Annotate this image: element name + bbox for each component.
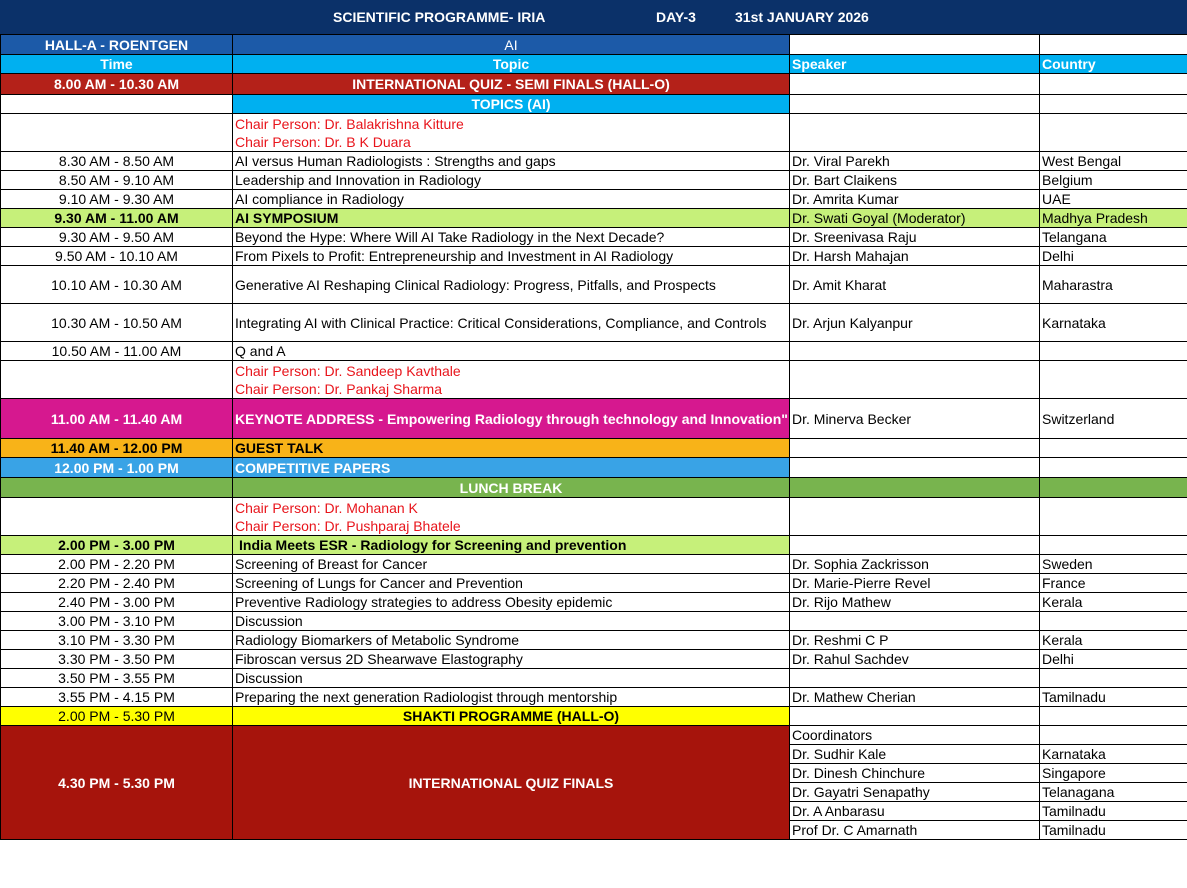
programme-title: SCIENTIFIC PROGRAMME- IRIA (333, 9, 546, 25)
table-row (1, 304, 1187, 342)
chairperson-cell (233, 498, 790, 536)
speaker-cell: Dr. Harsh Mahajan (790, 247, 1040, 266)
topic-cell: Screening of Breast for Cancer (233, 555, 790, 574)
coordinators-label: Coordinators (790, 726, 1040, 745)
topic-cell: Generative AI Reshaping Clinical Radiology: Progress, Pitfalls, and Prospects (233, 266, 790, 304)
col-topic: Topic (233, 55, 790, 74)
time-cell: 11.40 AM - 12.00 PM (1, 439, 233, 458)
country-cell: Delhi (1040, 650, 1187, 669)
country-cell: Tamilnadu (1040, 688, 1187, 707)
table-row (1, 190, 1187, 209)
time-cell: 10.50 AM - 11.00 AM (1, 342, 233, 361)
time-cell: 9.50 AM - 10.10 AM (1, 247, 233, 266)
time-cell: 8.50 AM - 9.10 AM (1, 171, 233, 190)
speaker-cell: Dr. Sophia Zackrisson (790, 555, 1040, 574)
table-row (1, 152, 1187, 171)
coordinator-name: Dr. Gayatri Senapathy (790, 783, 1040, 802)
chairperson-row (1, 361, 1187, 399)
time-cell: 2.40 PM - 3.00 PM (1, 593, 233, 612)
topic-cell: Discussion (233, 612, 790, 631)
time-cell: 8.00 AM - 10.30 AM (1, 74, 233, 95)
table-row (1, 688, 1187, 707)
chairperson-row (1, 498, 1187, 536)
speaker-cell: Dr. Arjun Kalyanpur (790, 304, 1040, 342)
country-cell: France (1040, 574, 1187, 593)
country-cell: Kerala (1040, 593, 1187, 612)
session-title: INTERNATIONAL QUIZ - SEMI FINALS (HALL-O) (233, 74, 790, 95)
table-row (1, 612, 1187, 631)
time-cell: 11.00 AM - 11.40 AM (1, 399, 233, 439)
column-header-row (1, 55, 1187, 74)
date-label: 31st JANUARY 2026 (735, 9, 869, 25)
country-cell: Karnataka (1040, 304, 1187, 342)
time-cell: 3.55 PM - 4.15 PM (1, 688, 233, 707)
coordinator-name: Dr. Dinesh Chinchure (790, 764, 1040, 783)
time-cell: 3.00 PM - 3.10 PM (1, 612, 233, 631)
topic-cell: Fibroscan versus 2D Shearwave Elastography (233, 650, 790, 669)
table-row (1, 593, 1187, 612)
symposium-row (1, 209, 1187, 228)
country-cell: Telangana (1040, 228, 1187, 247)
time-cell: 4.30 PM - 5.30 PM (1, 726, 233, 840)
time-cell: 2.00 PM - 5.30 PM (1, 707, 233, 726)
table-row (1, 228, 1187, 247)
country-cell: West Bengal (1040, 152, 1187, 171)
country-cell: Switzerland (1040, 399, 1187, 439)
table-row (1, 669, 1187, 688)
country-cell: Maharastra (1040, 266, 1187, 304)
topic-cell: Preventive Radiology strategies to address Obesity epidemic (233, 593, 790, 612)
coordinator-name: Dr. A Anbarasu (790, 802, 1040, 821)
speaker-cell: Dr. Amrita Kumar (790, 190, 1040, 209)
chairperson-2: Chair Person: Dr. B K Duara (235, 133, 411, 150)
chairperson-2: Chair Person: Dr. Pushparaj Bhatele (235, 517, 461, 534)
speaker-cell: Dr. Viral Parekh (790, 152, 1040, 171)
hall-row (1, 35, 1187, 55)
coordinator-name: Prof Dr. C Amarnath (790, 821, 1040, 840)
time-cell: 3.30 PM - 3.50 PM (1, 650, 233, 669)
coordinator-country: Singapore (1040, 764, 1187, 783)
day-label: DAY-3 (656, 9, 696, 25)
speaker-cell: Dr. Sreenivasa Raju (790, 228, 1040, 247)
time-cell: 10.30 AM - 10.50 AM (1, 304, 233, 342)
quiz-semi-row (1, 74, 1187, 95)
keynote-row (1, 399, 1187, 439)
speaker-cell: Dr. Reshmi C P (790, 631, 1040, 650)
time-cell: 8.30 AM - 8.50 AM (1, 152, 233, 171)
country-cell: Madhya Pradesh (1040, 209, 1187, 228)
time-cell: 12.00 PM - 1.00 PM (1, 458, 233, 478)
table-row (1, 342, 1187, 361)
session-title: KEYNOTE ADDRESS - Empowering Radiology through technology and Innovation" (233, 399, 790, 439)
time-cell: 2.20 PM - 2.40 PM (1, 574, 233, 593)
quiz-final-row (1, 726, 1187, 745)
session-title: COMPETITIVE PAPERS (233, 458, 790, 478)
chairperson-cell (233, 361, 790, 399)
speaker-cell: Dr. Rahul Sachdev (790, 650, 1040, 669)
topic-cell: From Pixels to Profit: Entrepreneurship and Investment in AI Radiology (233, 247, 790, 266)
header-banner (0, 0, 1187, 34)
session-title: LUNCH BREAK (233, 478, 790, 498)
time-cell: 3.10 PM - 3.30 PM (1, 631, 233, 650)
country-cell: Belgium (1040, 171, 1187, 190)
speaker-cell: Dr. Mathew Cherian (790, 688, 1040, 707)
hall-name: HALL-A - ROENTGEN (1, 35, 233, 55)
table-row (1, 555, 1187, 574)
time-cell: 3.50 PM - 3.55 PM (1, 669, 233, 688)
session-title: GUEST TALK (233, 439, 790, 458)
session-title: SHAKTI PROGRAMME (HALL-O) (233, 707, 790, 726)
coordinator-country: Karnataka (1040, 745, 1187, 764)
speaker-cell: Dr. Swati Goyal (Moderator) (790, 209, 1040, 228)
topic-cell: AI compliance in Radiology (233, 190, 790, 209)
topic-cell: Radiology Biomarkers of Metabolic Syndrome (233, 631, 790, 650)
schedule-table (0, 34, 1187, 840)
topic-cell: Integrating AI with Clinical Practice: Critical Considerations, Compliance, and Controls (233, 304, 790, 342)
col-country: Country (1040, 55, 1187, 74)
table-row (1, 171, 1187, 190)
session-title: INTERNATIONAL QUIZ FINALS (233, 726, 790, 840)
shakti-row (1, 707, 1187, 726)
topic-cell: Q and A (233, 342, 790, 361)
time-cell: 2.00 PM - 3.00 PM (1, 536, 233, 555)
table-row (1, 266, 1187, 304)
speaker-cell: Dr. Marie-Pierre Revel (790, 574, 1040, 593)
section-title: TOPICS (AI) (233, 95, 790, 114)
time-cell: 9.30 AM - 9.50 AM (1, 228, 233, 247)
topic-cell: Leadership and Innovation in Radiology (233, 171, 790, 190)
table-row (1, 650, 1187, 669)
time-cell: 10.10 AM - 10.30 AM (1, 266, 233, 304)
table-row (1, 247, 1187, 266)
topic-cell: Preparing the next generation Radiologist through mentorship (233, 688, 790, 707)
chairperson-1: Chair Person: Dr. Sandeep Kavthale (235, 362, 461, 379)
time-cell: 2.00 PM - 2.20 PM (1, 555, 233, 574)
speaker-cell: Dr. Rijo Mathew (790, 593, 1040, 612)
topic-cell: Beyond the Hype: Where Will AI Take Radiology in the Next Decade? (233, 228, 790, 247)
track-name: AI (233, 35, 790, 55)
table-row (1, 631, 1187, 650)
esr-row (1, 536, 1187, 555)
lunch-row (1, 478, 1187, 498)
topics-ai-row (1, 95, 1187, 114)
speaker-cell: Dr. Amit Kharat (790, 266, 1040, 304)
country-cell: Sweden (1040, 555, 1187, 574)
topic-cell: Discussion (233, 669, 790, 688)
col-time: Time (1, 55, 233, 74)
topic-cell: AI versus Human Radiologists : Strengths and gaps (233, 152, 790, 171)
speaker-cell: Dr. Bart Claikens (790, 171, 1040, 190)
country-cell: Kerala (1040, 631, 1187, 650)
coordinator-country: Tamilnadu (1040, 802, 1187, 821)
country-cell: UAE (1040, 190, 1187, 209)
papers-row (1, 458, 1187, 478)
col-speaker: Speaker (790, 55, 1040, 74)
speaker-cell: Dr. Minerva Becker (790, 399, 1040, 439)
table-row (1, 574, 1187, 593)
time-cell: 9.10 AM - 9.30 AM (1, 190, 233, 209)
topic-cell: Screening of Lungs for Cancer and Prevention (233, 574, 790, 593)
time-cell: 9.30 AM - 11.00 AM (1, 209, 233, 228)
coordinator-country: Tamilnadu (1040, 821, 1187, 840)
coordinator-country: Telanagana (1040, 783, 1187, 802)
session-title: India Meets ESR - Radiology for Screening and prevention (233, 536, 790, 555)
country-cell: Delhi (1040, 247, 1187, 266)
session-title: AI SYMPOSIUM (233, 209, 790, 228)
chairperson-cell (233, 114, 790, 152)
chairperson-1: Chair Person: Dr. Balakrishna Kitture (235, 115, 464, 132)
chairperson-2: Chair Person: Dr. Pankaj Sharma (235, 380, 442, 397)
guest-talk-row (1, 439, 1187, 458)
chairperson-1: Chair Person: Dr. Mohanan K (235, 499, 418, 516)
coordinator-name: Dr. Sudhir Kale (790, 745, 1040, 764)
chairperson-row (1, 114, 1187, 152)
